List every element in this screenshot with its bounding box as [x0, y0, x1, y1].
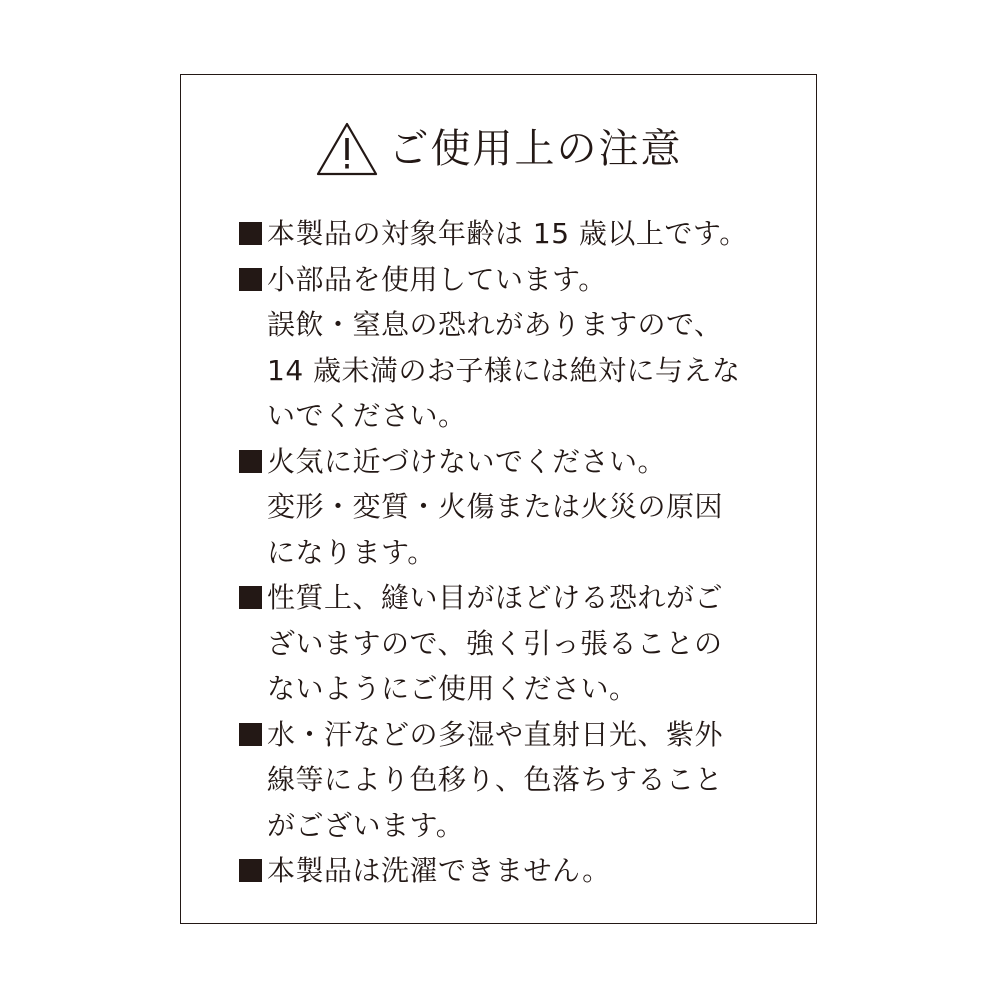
- caution-item-fire: [239, 439, 779, 576]
- caution-list: [239, 211, 779, 894]
- caution-notice-card: [180, 74, 817, 924]
- caution-text-line: 変形・変質・火傷または火災の原因: [267, 490, 724, 523]
- warning-triangle-icon: [315, 121, 379, 177]
- notice-header: [181, 119, 816, 179]
- square-bullet-icon: [239, 268, 262, 291]
- caution-text-line: 火気に近づけないでください。: [267, 444, 667, 478]
- caution-item-color-fade: [239, 712, 779, 849]
- caution-text-line: 本製品の対象年齢は 15 歳以上です。: [267, 217, 748, 250]
- caution-text-line: がございます。: [267, 808, 465, 842]
- caution-text-line: 誤飲・窒息の恐れがありますので、: [267, 308, 723, 341]
- caution-text-line: 本製品は洗濯できません。: [267, 854, 611, 887]
- caution-text-line: いでください。: [267, 399, 467, 432]
- square-bullet-icon: [239, 222, 262, 245]
- notice-title: ご使用上の注意: [388, 126, 683, 172]
- caution-text-line: 14 歳未満のお子様には絶対に与えな: [267, 353, 741, 387]
- square-bullet-icon: [239, 859, 262, 882]
- caution-text-line: になります。: [267, 535, 436, 569]
- square-bullet-icon: [239, 723, 262, 746]
- caution-text-line: ないようにご使用ください。: [267, 672, 638, 705]
- caution-text-line: 線等により色移り、色落ちすること: [267, 763, 724, 796]
- caution-item-no-washing: [239, 848, 779, 894]
- square-bullet-icon: [239, 586, 262, 609]
- caution-item-age: [239, 211, 779, 257]
- caution-item-small-parts: [239, 257, 779, 439]
- caution-text-line: ざいますので、強く引っ張ることの: [267, 626, 723, 660]
- caution-text-line: 水・汗などの多湿や直射日光、紫外: [267, 717, 724, 751]
- caution-text-line: 性質上、縫い目がほどける恐れがご: [267, 581, 724, 614]
- square-bullet-icon: [239, 450, 262, 473]
- caution-text-line: 小部品を使用しています。: [267, 262, 607, 296]
- caution-item-seams: [239, 575, 779, 712]
